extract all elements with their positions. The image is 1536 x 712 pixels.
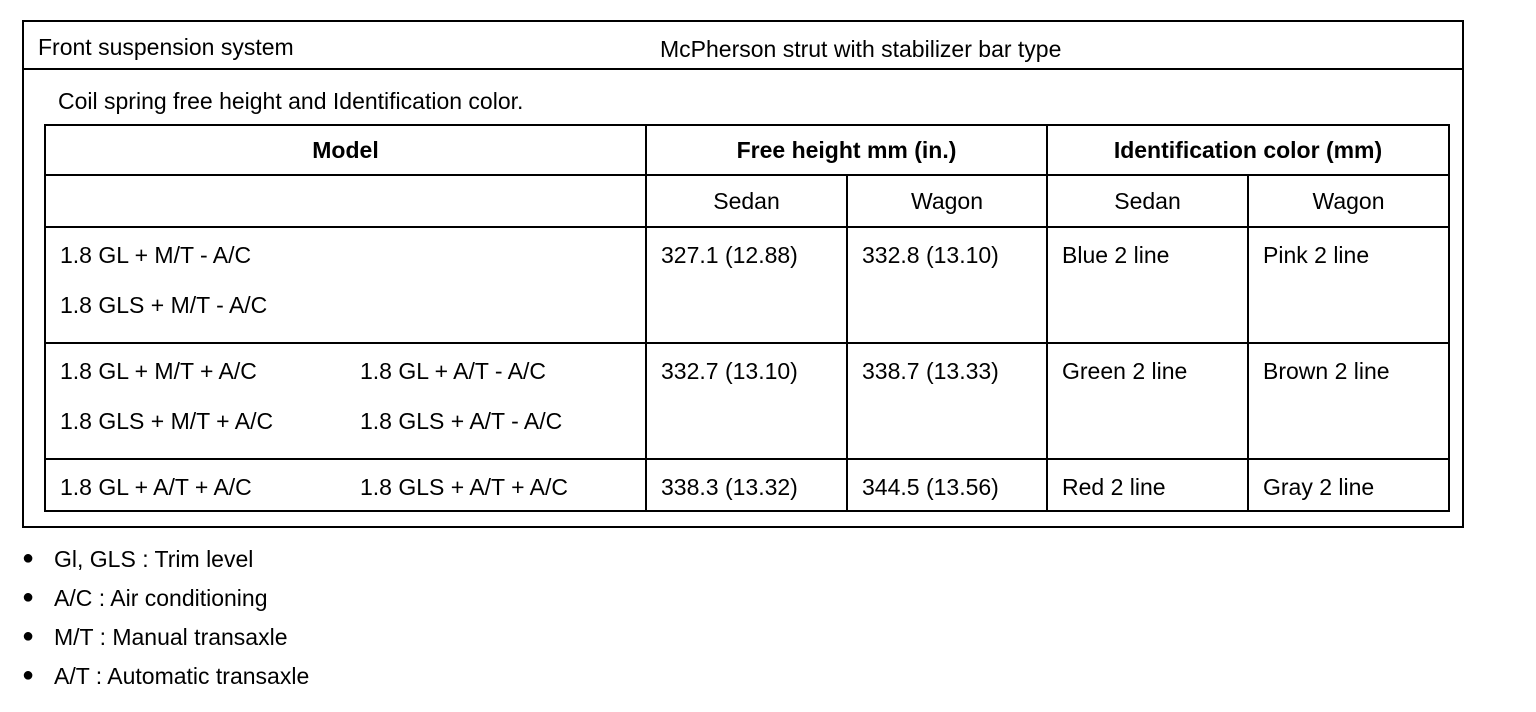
table-row <box>45 227 1449 343</box>
model-line <box>60 358 633 408</box>
table-row <box>45 459 1449 511</box>
list-item <box>22 624 309 663</box>
model-line <box>60 242 633 292</box>
model-line <box>60 474 633 510</box>
free-height-sedan: 332.7 (13.10) <box>646 343 847 459</box>
bullet-icon: ● <box>22 625 35 647</box>
free-height-sedan: 338.3 (13.32) <box>646 459 847 511</box>
subheader-ic-sedan: Sedan <box>1047 175 1248 227</box>
bullet-icon: ● <box>22 586 35 608</box>
table-row <box>45 343 1449 459</box>
free-height-sedan: 327.1 (12.88) <box>646 227 847 343</box>
header-value: McPherson strut with stabilizer bar type <box>660 36 1062 62</box>
abbreviation-notes <box>22 546 309 702</box>
id-color-wagon: Brown 2 line <box>1248 343 1449 459</box>
id-color-wagon: Pink 2 line <box>1248 227 1449 343</box>
model-name: 1.8 GL + A/T + A/C <box>60 474 252 500</box>
header-identification-color: Identification color (mm) <box>1047 125 1449 175</box>
header-label: Front suspension system <box>38 34 294 60</box>
subheader-ic-wagon: Wagon <box>1248 175 1449 227</box>
model-name: 1.8 GL + A/T - A/C <box>360 358 547 384</box>
note-text: M/T : Manual transaxle <box>54 624 288 650</box>
bullet-icon: ● <box>22 664 35 686</box>
note-text: A/C : Air conditioning <box>54 585 268 611</box>
list-item <box>22 546 309 585</box>
list-item <box>22 585 309 624</box>
model-name: 1.8 GLS + A/T + A/C <box>360 474 568 500</box>
subheader-blank <box>45 175 646 227</box>
model-name: 1.8 GLS + A/T - A/C <box>360 408 563 434</box>
model-name: 1.8 GL + M/T + A/C <box>60 358 257 384</box>
subheader-fh-sedan: Sedan <box>646 175 847 227</box>
model-line <box>60 292 633 342</box>
table-subheader-row <box>45 175 1449 227</box>
subheader-fh-wagon: Wagon <box>847 175 1047 227</box>
model-name: 1.8 GLS + M/T + A/C <box>60 408 274 434</box>
model-name: 1.8 GLS + M/T - A/C <box>60 292 268 318</box>
table-header-row <box>45 125 1449 175</box>
header-model: Model <box>45 125 646 175</box>
list-item <box>22 663 309 702</box>
free-height-wagon: 338.7 (13.33) <box>847 343 1047 459</box>
note-text: A/T : Automatic transaxle <box>54 663 310 689</box>
id-color-sedan: Green 2 line <box>1047 343 1248 459</box>
note-text: Gl, GLS : Trim level <box>54 546 254 572</box>
model-name: 1.8 GL + M/T - A/C <box>60 242 252 268</box>
id-color-sedan: Blue 2 line <box>1047 227 1248 343</box>
model-cell <box>45 459 646 511</box>
free-height-wagon: 332.8 (13.10) <box>847 227 1047 343</box>
model-line <box>60 408 633 458</box>
spring-spec-table <box>44 124 1450 512</box>
id-color-wagon: Gray 2 line <box>1248 459 1449 511</box>
free-height-wagon: 344.5 (13.56) <box>847 459 1047 511</box>
header-free-height: Free height mm (in.) <box>646 125 1047 175</box>
model-cell <box>45 227 646 343</box>
spec-frame <box>22 20 1464 528</box>
model-cell <box>45 343 646 459</box>
bullet-icon: ● <box>22 547 35 569</box>
table-caption: Coil spring free height and Identification color. <box>58 88 524 114</box>
header-row <box>24 22 1462 70</box>
id-color-sedan: Red 2 line <box>1047 459 1248 511</box>
